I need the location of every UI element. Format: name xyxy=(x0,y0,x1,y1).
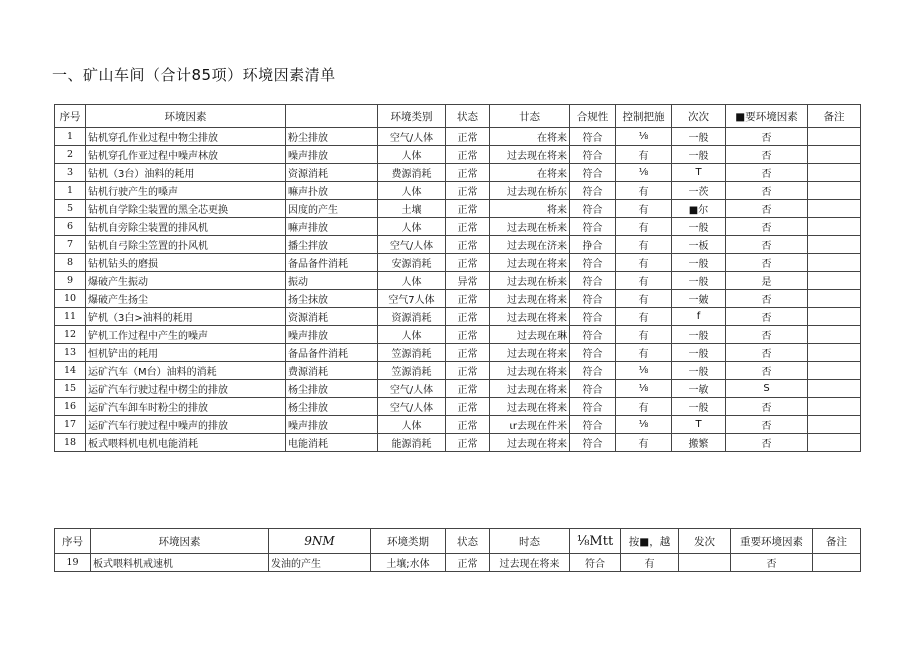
table-row xyxy=(55,254,861,272)
col-compliance-cell: 符合 xyxy=(570,128,616,146)
col-remark-cell xyxy=(808,362,861,380)
table-header-row xyxy=(55,105,861,128)
col-compliance-cell: 符合 xyxy=(570,380,616,398)
table-row xyxy=(55,416,861,434)
col-remark-cell xyxy=(808,164,861,182)
header-col-factor: 环境因素 xyxy=(86,105,286,128)
table-row xyxy=(55,398,861,416)
col-index-cell: 13 xyxy=(55,344,86,362)
col-important-cell: 否 xyxy=(726,200,808,218)
col-important-cell: S xyxy=(726,380,808,398)
col-index-cell: 2 xyxy=(55,146,86,164)
col-control-cell: 有 xyxy=(616,326,672,344)
table-row xyxy=(55,434,861,452)
col-status-cell: 正常 xyxy=(446,398,490,416)
col-control-cell: 有 xyxy=(621,554,679,572)
col-important-cell: 是 xyxy=(726,272,808,290)
table-row xyxy=(55,218,861,236)
col-index-cell: 7 xyxy=(55,236,86,254)
table-row xyxy=(55,272,861,290)
col-important-cell: 否 xyxy=(726,146,808,164)
col-compliance-cell: 挣合 xyxy=(570,236,616,254)
col-remark-cell xyxy=(808,128,861,146)
table-row xyxy=(55,146,861,164)
col-control-cell: 有 xyxy=(616,344,672,362)
col-factor-cell: 运矿汽车（M台）油料的消耗 xyxy=(86,362,286,380)
col-compliance-cell: 符合 xyxy=(570,200,616,218)
col-level-cell: 一般 xyxy=(672,344,726,362)
col-index-cell: 19 xyxy=(55,554,91,572)
col-factor-cell: 板式喂料机电机电能消耗 xyxy=(86,434,286,452)
col-control-cell: ⅛ xyxy=(616,416,672,434)
table-row xyxy=(55,290,861,308)
col-factor-cell: 铲机（3白>油料的耗用 xyxy=(86,308,286,326)
col-level-cell: 一般 xyxy=(672,218,726,236)
col-compliance-cell: 符合 xyxy=(570,344,616,362)
col-important-cell: 否 xyxy=(726,398,808,416)
col-compliance-cell: 符合 xyxy=(570,434,616,452)
col-factor-cell: 爆破产生振动 xyxy=(86,272,286,290)
col-compliance-cell: 符合 xyxy=(570,416,616,434)
col-remark-cell xyxy=(808,146,861,164)
col-important-cell: 否 xyxy=(726,326,808,344)
col-category-cell: 嘛声扑放 xyxy=(286,182,378,200)
header-col-tense: 时态 xyxy=(490,529,570,554)
col-status-cell: 正常 xyxy=(446,344,490,362)
col-category-cell: 振动 xyxy=(286,272,378,290)
col-control-cell: ⅛ xyxy=(616,362,672,380)
col-remark-cell xyxy=(808,416,861,434)
header-col-category: 9NM xyxy=(269,529,371,554)
col-status-cell: 正常 xyxy=(446,554,490,572)
col-level-cell xyxy=(679,554,731,572)
col-compliance-cell: 符合 xyxy=(570,326,616,344)
col-level-cell: T xyxy=(672,416,726,434)
col-tense-cell: 过去现在将来 xyxy=(490,290,570,308)
table-row xyxy=(55,182,861,200)
col-level-cell: f xyxy=(672,308,726,326)
page-title: 一、矿山车间（合计85项）环境因素清单 xyxy=(52,66,336,84)
col-control-cell: ⅛ xyxy=(616,380,672,398)
col-env-type-cell: 能源消耗 xyxy=(378,434,446,452)
col-compliance-cell: 符合 xyxy=(570,554,621,572)
col-status-cell: 正常 xyxy=(446,434,490,452)
table-header-row xyxy=(55,529,861,554)
col-index-cell: 15 xyxy=(55,380,86,398)
col-status-cell: 正常 xyxy=(446,164,490,182)
header-col-important: 重要环境因素 xyxy=(731,529,813,554)
col-category-cell: 资源消耗 xyxy=(286,164,378,182)
col-control-cell: 有 xyxy=(616,182,672,200)
col-index-cell: 10 xyxy=(55,290,86,308)
header-col-compliance: 合规性 xyxy=(570,105,616,128)
col-level-cell: 一般 xyxy=(672,146,726,164)
col-status-cell: 正常 xyxy=(446,362,490,380)
col-tense-cell: 过去现在将来 xyxy=(490,434,570,452)
col-level-cell: 一皴 xyxy=(672,290,726,308)
col-control-cell: 有 xyxy=(616,290,672,308)
col-tense-cell: 过去现在将来 xyxy=(490,398,570,416)
header-col-level: 次次 xyxy=(672,105,726,128)
col-factor-cell: 恒机铲出的耗用 xyxy=(86,344,286,362)
col-status-cell: 正常 xyxy=(446,290,490,308)
col-category-cell: 扬尘抹放 xyxy=(286,290,378,308)
header-col-remark: 备注 xyxy=(813,529,861,554)
col-factor-cell: 钻机穿孔作亚过程中噪声林放 xyxy=(86,146,286,164)
col-control-cell: 有 xyxy=(616,272,672,290)
col-tense-cell: 在将来 xyxy=(490,164,570,182)
col-remark-cell xyxy=(808,290,861,308)
col-factor-cell: 运矿汽车卸车时粉尘的排放 xyxy=(86,398,286,416)
col-remark-cell xyxy=(808,254,861,272)
col-control-cell: 有 xyxy=(616,200,672,218)
table-row xyxy=(55,200,861,218)
header-col-env-type: 环境类别 xyxy=(378,105,446,128)
col-category-cell: 播尘拌放 xyxy=(286,236,378,254)
header-col-tense: 廿态 xyxy=(490,105,570,128)
table-row xyxy=(55,554,861,572)
col-compliance-cell: 符合 xyxy=(570,182,616,200)
col-remark-cell xyxy=(808,200,861,218)
table-row xyxy=(55,362,861,380)
col-factor-cell: 钻机钻头的磨损 xyxy=(86,254,286,272)
col-compliance-cell: 符合 xyxy=(570,290,616,308)
col-level-cell: 一般 xyxy=(672,128,726,146)
col-compliance-cell: 符合 xyxy=(570,254,616,272)
col-status-cell: 正常 xyxy=(446,254,490,272)
col-factor-cell: 板式喂料机戒速机 xyxy=(91,554,269,572)
col-index-cell: 1 xyxy=(55,128,86,146)
header-col-compliance: ⅛Mtt xyxy=(570,529,621,554)
col-tense-cell: 过去现在桥来 xyxy=(490,272,570,290)
col-remark-cell xyxy=(808,434,861,452)
col-level-cell: 一般 xyxy=(672,398,726,416)
col-status-cell: 正常 xyxy=(446,182,490,200)
col-control-cell: 有 xyxy=(616,308,672,326)
table-row xyxy=(55,380,861,398)
col-factor-cell: 钻机行驶产生的嗓声 xyxy=(86,182,286,200)
col-compliance-cell: 符合 xyxy=(570,362,616,380)
col-tense-cell: 过去现在将来 xyxy=(490,380,570,398)
col-remark-cell xyxy=(808,344,861,362)
col-status-cell: 异常 xyxy=(446,272,490,290)
col-env-type-cell: 资源消耗 xyxy=(378,308,446,326)
col-compliance-cell: 符合 xyxy=(570,272,616,290)
table-row xyxy=(55,236,861,254)
col-category-cell: 电能消耗 xyxy=(286,434,378,452)
table-row xyxy=(55,164,861,182)
col-control-cell: 有 xyxy=(616,236,672,254)
col-remark-cell xyxy=(808,326,861,344)
col-category-cell: 因度的产生 xyxy=(286,200,378,218)
col-env-type-cell: 费源消耗 xyxy=(378,164,446,182)
header-col-index: 序号 xyxy=(55,529,91,554)
environment-factor-table-continued xyxy=(54,528,861,572)
header-col-env-type: 环境类期 xyxy=(371,529,446,554)
col-env-type-cell: 笠源消耗 xyxy=(378,344,446,362)
col-category-cell: 噪声排放 xyxy=(286,326,378,344)
col-level-cell: 一般 xyxy=(672,254,726,272)
col-important-cell: 否 xyxy=(726,416,808,434)
col-status-cell: 正常 xyxy=(446,380,490,398)
table-row xyxy=(55,128,861,146)
col-env-type-cell: 空气7人体 xyxy=(378,290,446,308)
table-row xyxy=(55,344,861,362)
col-env-type-cell: 空气/人体 xyxy=(378,128,446,146)
col-factor-cell: 钻机穿孔作业过程中物尘排放 xyxy=(86,128,286,146)
col-tense-cell: 过去现在将来 xyxy=(490,362,570,380)
col-env-type-cell: 人体 xyxy=(378,218,446,236)
col-category-cell: 发油的产生 xyxy=(269,554,371,572)
header-col-category xyxy=(286,105,378,128)
col-level-cell: ■尔 xyxy=(672,200,726,218)
col-tense-cell: 过去现在将来 xyxy=(490,254,570,272)
col-remark-cell xyxy=(808,236,861,254)
col-env-type-cell: 空气/人体 xyxy=(378,236,446,254)
col-status-cell: 正常 xyxy=(446,128,490,146)
col-control-cell: ⅛ xyxy=(616,164,672,182)
col-level-cell: 一般 xyxy=(672,272,726,290)
col-remark-cell xyxy=(808,272,861,290)
table-row xyxy=(55,326,861,344)
col-remark-cell xyxy=(808,398,861,416)
col-status-cell: 正常 xyxy=(446,146,490,164)
col-important-cell: 否 xyxy=(726,218,808,236)
col-level-cell: 一板 xyxy=(672,236,726,254)
col-important-cell: 否 xyxy=(726,254,808,272)
col-index-cell: 1 xyxy=(55,182,86,200)
col-compliance-cell: 符合 xyxy=(570,218,616,236)
col-important-cell: 否 xyxy=(726,128,808,146)
col-env-type-cell: 人体 xyxy=(378,146,446,164)
col-index-cell: 8 xyxy=(55,254,86,272)
col-compliance-cell: 符合 xyxy=(570,164,616,182)
col-index-cell: 17 xyxy=(55,416,86,434)
col-factor-cell: 钻机自弓除尘笠置的扑风机 xyxy=(86,236,286,254)
col-level-cell: 一般 xyxy=(672,362,726,380)
header-col-level: 发次 xyxy=(679,529,731,554)
col-index-cell: 9 xyxy=(55,272,86,290)
header-col-index: 序号 xyxy=(55,105,86,128)
col-env-type-cell: 土壤 xyxy=(378,200,446,218)
col-level-cell: 一敏 xyxy=(672,380,726,398)
col-important-cell: 否 xyxy=(726,434,808,452)
col-important-cell: 否 xyxy=(731,554,813,572)
col-category-cell: 嘛声排放 xyxy=(286,218,378,236)
col-remark-cell xyxy=(808,218,861,236)
col-status-cell: 正常 xyxy=(446,200,490,218)
header-col-status: 状态 xyxy=(446,105,490,128)
header-col-control: 控制把施 xyxy=(616,105,672,128)
header-col-remark: 备注 xyxy=(808,105,861,128)
col-control-cell: 有 xyxy=(616,218,672,236)
col-remark-cell xyxy=(808,182,861,200)
col-factor-cell: 爆破产生扬尘 xyxy=(86,290,286,308)
col-factor-cell: 运矿汽车行驶过程中噪声的排放 xyxy=(86,416,286,434)
col-status-cell: 正常 xyxy=(446,326,490,344)
col-env-type-cell: 人体 xyxy=(378,326,446,344)
col-tense-cell: 过去现在将来 xyxy=(490,344,570,362)
col-factor-cell: 运矿汽车行驶过程中楞尘的排放 xyxy=(86,380,286,398)
col-category-cell: 噪声排放 xyxy=(286,146,378,164)
col-remark-cell xyxy=(813,554,861,572)
col-index-cell: 12 xyxy=(55,326,86,344)
col-control-cell: 有 xyxy=(616,398,672,416)
col-important-cell: 否 xyxy=(726,182,808,200)
col-env-type-cell: 土壤;水体 xyxy=(371,554,446,572)
col-tense-cell: 过去现在桥东 xyxy=(490,182,570,200)
col-env-type-cell: 空气/人体 xyxy=(378,398,446,416)
col-index-cell: 5 xyxy=(55,200,86,218)
col-status-cell: 正常 xyxy=(446,236,490,254)
col-compliance-cell: 符合 xyxy=(570,308,616,326)
col-tense-cell: 过去现在济来 xyxy=(490,236,570,254)
col-index-cell: 16 xyxy=(55,398,86,416)
col-factor-cell: 铲机工作过程中产生的噪声 xyxy=(86,326,286,344)
col-factor-cell: 钻机自旁除尘装置的排风机 xyxy=(86,218,286,236)
header-col-control: 按■，越 xyxy=(621,529,679,554)
col-env-type-cell: 笠源消耗 xyxy=(378,362,446,380)
col-level-cell: 一茨 xyxy=(672,182,726,200)
col-tense-cell: 过去现在琳 xyxy=(490,326,570,344)
col-important-cell: 否 xyxy=(726,164,808,182)
col-important-cell: 否 xyxy=(726,362,808,380)
col-index-cell: 11 xyxy=(55,308,86,326)
col-tense-cell: 将来 xyxy=(490,200,570,218)
col-control-cell: 有 xyxy=(616,146,672,164)
col-factor-cell: 钻机（3台）油料的耗用 xyxy=(86,164,286,182)
col-control-cell: 有 xyxy=(616,254,672,272)
col-compliance-cell: 符合 xyxy=(570,146,616,164)
col-tense-cell: 过去现在将来 xyxy=(490,308,570,326)
col-category-cell: 备品备件消耗 xyxy=(286,254,378,272)
col-tense-cell: 过去现在将来 xyxy=(490,554,570,572)
col-important-cell: 否 xyxy=(726,344,808,362)
col-tense-cell: 过去现在桥来 xyxy=(490,218,570,236)
col-status-cell: 正常 xyxy=(446,308,490,326)
col-level-cell: 搬繁 xyxy=(672,434,726,452)
col-level-cell: T xyxy=(672,164,726,182)
col-important-cell: 否 xyxy=(726,308,808,326)
col-factor-cell: 钻机自学除尘装置的黑全芯更换 xyxy=(86,200,286,218)
col-level-cell: 一般 xyxy=(672,326,726,344)
col-compliance-cell: 符合 xyxy=(570,398,616,416)
col-tense-cell: 在将来 xyxy=(490,128,570,146)
environment-factor-table xyxy=(54,104,861,452)
col-tense-cell: 过去现在将来 xyxy=(490,146,570,164)
col-index-cell: 14 xyxy=(55,362,86,380)
col-remark-cell xyxy=(808,308,861,326)
header-col-status: 状态 xyxy=(446,529,490,554)
col-env-type-cell: 人体 xyxy=(378,272,446,290)
col-status-cell: 正常 xyxy=(446,416,490,434)
col-env-type-cell: 空气/人体 xyxy=(378,380,446,398)
col-category-cell: 杨尘排放 xyxy=(286,380,378,398)
col-category-cell: 费源消耗 xyxy=(286,362,378,380)
col-env-type-cell: 人体 xyxy=(378,416,446,434)
col-remark-cell xyxy=(808,380,861,398)
col-important-cell: 否 xyxy=(726,236,808,254)
col-tense-cell: ιr去现在件米 xyxy=(490,416,570,434)
col-env-type-cell: 人体 xyxy=(378,182,446,200)
col-env-type-cell: 安源消耗 xyxy=(378,254,446,272)
col-category-cell: 资源消耗 xyxy=(286,308,378,326)
col-category-cell: 杨尘排放 xyxy=(286,398,378,416)
col-control-cell: ⅛ xyxy=(616,128,672,146)
col-important-cell: 否 xyxy=(726,290,808,308)
table-row xyxy=(55,308,861,326)
col-status-cell: 正常 xyxy=(446,218,490,236)
col-category-cell: 备品备件消耗 xyxy=(286,344,378,362)
col-category-cell: 噪声排放 xyxy=(286,416,378,434)
col-index-cell: 6 xyxy=(55,218,86,236)
col-index-cell: 3 xyxy=(55,164,86,182)
col-index-cell: 18 xyxy=(55,434,86,452)
col-control-cell: 有 xyxy=(616,434,672,452)
header-col-factor: 环境因素 xyxy=(91,529,269,554)
header-col-important: ■要环境因素 xyxy=(726,105,808,128)
col-category-cell: 粉尘排放 xyxy=(286,128,378,146)
